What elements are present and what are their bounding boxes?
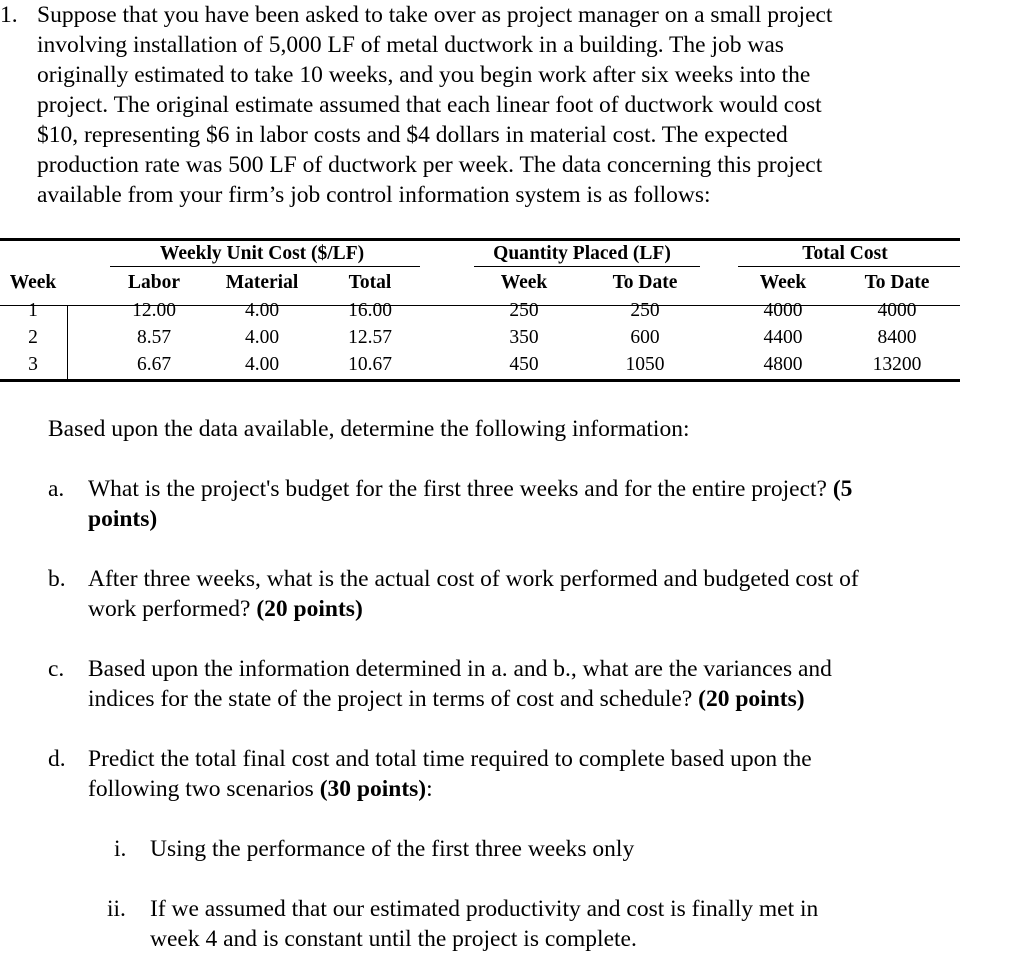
table-cell: 3 <box>28 354 38 375</box>
table-cell: 4800 <box>763 354 803 375</box>
question-text: After three weeks, what is the actual cost of work performed and budgeted cost of <box>88 566 859 592</box>
question-points: (30 points) <box>319 776 427 802</box>
subquestion-text: If we assumed that our estimated productivity and cost is finally met in <box>150 896 819 922</box>
table-cell: 12.57 <box>348 327 392 348</box>
table-cell: 8.57 <box>136 327 172 348</box>
subquestion-label: i. <box>114 836 127 862</box>
table-bottom-rule <box>0 379 960 382</box>
table-cell: 450 <box>509 354 539 375</box>
question-label: a. <box>48 476 65 502</box>
table-cell: 6.67 <box>136 354 172 375</box>
column-header-qty-week: Week <box>500 272 548 293</box>
group-header-total-cost: Total Cost <box>802 243 888 264</box>
question-text: Predict the total final cost and total time required to complete based upon the <box>88 746 812 772</box>
table-cell: 1 <box>28 300 38 321</box>
question-label: c. <box>48 656 65 682</box>
table-cell: 8400 <box>877 327 917 348</box>
table-cell: 4.00 <box>244 354 280 375</box>
problem-line: involving installation of 5,000 LF of metal ductwork in a building. The job was <box>37 32 784 58</box>
question-text: work performed? <box>88 596 257 622</box>
question-text: Based upon the information determined in a. and b., what are the variances and <box>88 656 832 682</box>
question-points: points) <box>88 506 158 532</box>
table-cell: 600 <box>630 327 660 348</box>
question-points: (20 points) <box>256 596 363 622</box>
problem-number: 1. <box>0 2 18 28</box>
table-cell: 13200 <box>872 354 922 375</box>
table-cell: 350 <box>509 327 539 348</box>
table-cell: 4400 <box>763 327 803 348</box>
question-text: What is the project's budget for the first three weeks and for the entire project? <box>88 476 833 502</box>
lead-in-text: Based upon the data available, determine the following information: <box>48 416 690 442</box>
column-header-qty-to-date: To Date <box>612 272 678 293</box>
group-underline-quantity <box>474 266 700 267</box>
problem-line: Suppose that you have been asked to take over as project manager on a small project <box>37 2 833 28</box>
problem-statement <box>0 0 1010 210</box>
question-text: following two scenarios <box>88 776 320 802</box>
problem-line: originally estimated to take 10 weeks, and you begin work after six weeks into the <box>37 62 811 88</box>
table-cell: 4.00 <box>244 327 280 348</box>
table-cell: 250 <box>630 300 660 321</box>
table-cell: 4000 <box>877 300 917 321</box>
subquestion-text: Using the performance of the first three weeks only <box>150 836 635 862</box>
group-underline-unit-cost <box>110 266 420 267</box>
column-header-total: Total <box>348 272 392 293</box>
question-points: (20 points) <box>698 686 805 712</box>
column-header-labor: Labor <box>127 272 181 293</box>
column-header-cost-to-date: To Date <box>864 272 930 293</box>
table-cell: 4000 <box>763 300 803 321</box>
table-cell: 2 <box>28 327 38 348</box>
column-header-week: Week <box>9 272 57 293</box>
problem-line: production rate was 500 LF of ductwork per week. The data concerning this project <box>37 152 823 178</box>
question-label: b. <box>48 566 66 592</box>
question-text: : <box>426 776 433 802</box>
table-cell: 250 <box>509 300 539 321</box>
table-cell: 12.00 <box>132 300 176 321</box>
subquestion-label: ii. <box>107 896 126 922</box>
table-cell: 10.67 <box>348 354 392 375</box>
question-label: d. <box>48 746 66 772</box>
table-cell: 4.00 <box>244 300 280 321</box>
question-points: (5 <box>832 476 853 502</box>
group-underline-total-cost <box>738 266 960 267</box>
table-cell: 1050 <box>625 354 665 375</box>
column-header-material: Material <box>225 272 299 293</box>
column-header-cost-week: Week <box>759 272 807 293</box>
project-data-table <box>0 238 960 383</box>
table-top-rule <box>0 238 960 241</box>
problem-line: available from your firm’s job control information system is as follows: <box>37 182 711 208</box>
group-header-unit-cost: Weekly Unit Cost ($/LF) <box>159 243 365 264</box>
table-cell: 16.00 <box>348 300 392 321</box>
group-header-quantity: Quantity Placed (LF) <box>493 243 671 264</box>
question-text: indices for the state of the project in terms of cost and schedule? <box>88 686 699 712</box>
problem-line: project. The original estimate assumed that each linear foot of ductwork would cost <box>37 92 822 118</box>
problem-line: $10, representing $6 in labor costs and $4 dollars in material cost. The expected <box>37 122 788 148</box>
subquestion-text: week 4 and is constant until the project is complete. <box>150 926 637 952</box>
week-column-divider <box>67 306 68 379</box>
